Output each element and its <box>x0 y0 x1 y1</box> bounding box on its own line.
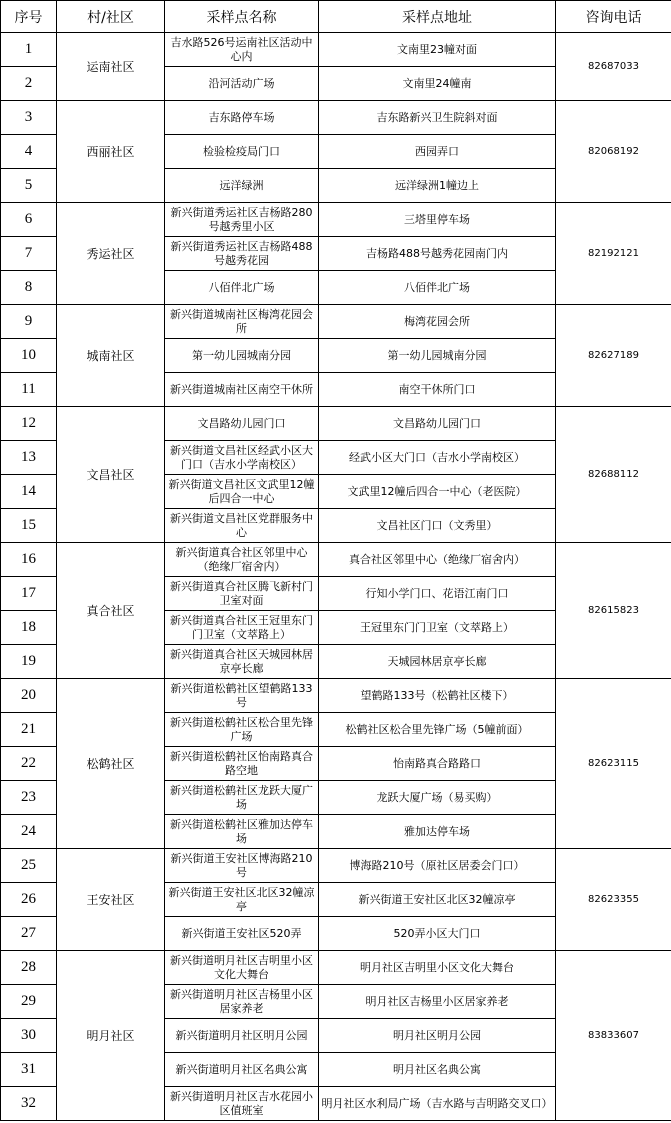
row-seq: 18 <box>1 611 57 645</box>
table-body <box>1 33 671 1121</box>
site-address-cell: 文南里23幢对面 <box>319 33 556 67</box>
row-seq: 2 <box>1 67 57 101</box>
site-name-cell: 八佰伴北广场 <box>165 271 319 305</box>
phone-cell: 82687033 <box>556 33 671 101</box>
community-cell: 真合社区 <box>57 543 165 679</box>
table-header-row <box>1 1 671 33</box>
row-seq: 15 <box>1 509 57 543</box>
site-name-cell: 新兴街道真合社区王冠里东门门卫室（文萃路上） <box>165 611 319 645</box>
row-seq: 17 <box>1 577 57 611</box>
site-name-cell: 新兴街道明月社区吉杨里小区居家养老 <box>165 985 319 1019</box>
site-name-cell: 新兴街道真合社区腾飞新村门卫室对面 <box>165 577 319 611</box>
row-seq: 22 <box>1 747 57 781</box>
site-address-cell: 西园弄口 <box>319 135 556 169</box>
table-row <box>1 33 671 67</box>
site-address-cell: 望鹤路133号（松鹤社区楼下） <box>319 679 556 713</box>
site-name-cell: 新兴街道真合社区邻里中心（绝缘厂宿舍内） <box>165 543 319 577</box>
site-address-cell: 吉杨路488号越秀花园南门内 <box>319 237 556 271</box>
row-seq: 30 <box>1 1019 57 1053</box>
table-row <box>1 679 671 713</box>
row-seq: 11 <box>1 373 57 407</box>
site-address-cell: 远洋绿洲1幢边上 <box>319 169 556 203</box>
site-address-cell: 三塔里停车场 <box>319 203 556 237</box>
row-seq: 29 <box>1 985 57 1019</box>
row-seq: 20 <box>1 679 57 713</box>
site-name-cell: 新兴街道松鹤社区望鹤路133号 <box>165 679 319 713</box>
site-name-cell: 新兴街道松鹤社区松合里先锋广场 <box>165 713 319 747</box>
row-seq: 25 <box>1 849 57 883</box>
site-name-cell: 新兴街道文昌社区文武里12幢后四合一中心 <box>165 475 319 509</box>
community-cell: 城南社区 <box>57 305 165 407</box>
site-name-cell: 新兴街道文昌社区党群服务中心 <box>165 509 319 543</box>
site-address-cell: 吉东路新兴卫生院斜对面 <box>319 101 556 135</box>
row-seq: 10 <box>1 339 57 373</box>
phone-cell: 82623355 <box>556 849 671 951</box>
site-address-cell: 文昌路幼儿园门口 <box>319 407 556 441</box>
site-address-cell: 文昌社区门口（文秀里） <box>319 509 556 543</box>
site-address-cell: 新兴街道王安社区北区32幢凉亭 <box>319 883 556 917</box>
site-address-cell: 明月社区吉明里小区文化大舞台 <box>319 951 556 985</box>
row-seq: 12 <box>1 407 57 441</box>
site-address-cell: 博海路210号（原社区居委会门口） <box>319 849 556 883</box>
site-address-cell: 天城园林居京亭长廊 <box>319 645 556 679</box>
site-name-cell: 吉水路526号运南社区活动中心内 <box>165 33 319 67</box>
site-name-cell: 新兴街道松鹤社区雅加达停车场 <box>165 815 319 849</box>
site-name-cell: 检验检疫局门口 <box>165 135 319 169</box>
site-address-cell: 龙跃大厦广场（易买购） <box>319 781 556 815</box>
phone-cell: 82068192 <box>556 101 671 203</box>
row-seq: 13 <box>1 441 57 475</box>
header-phone: 咨询电话 <box>556 1 671 33</box>
site-address-cell: 第一幼儿园城南分园 <box>319 339 556 373</box>
phone-cell: 83833607 <box>556 951 671 1121</box>
table-row <box>1 101 671 135</box>
row-seq: 3 <box>1 101 57 135</box>
row-seq: 31 <box>1 1053 57 1087</box>
site-address-cell: 真合社区邻里中心（绝缘厂宿舍内） <box>319 543 556 577</box>
community-cell: 王安社区 <box>57 849 165 951</box>
community-cell: 秀运社区 <box>57 203 165 305</box>
row-seq: 7 <box>1 237 57 271</box>
site-address-cell: 雅加达停车场 <box>319 815 556 849</box>
site-address-cell: 经武小区大门口（吉水小学南校区） <box>319 441 556 475</box>
site-name-cell: 第一幼儿园城南分园 <box>165 339 319 373</box>
community-cell: 明月社区 <box>57 951 165 1121</box>
site-name-cell: 新兴街道松鹤社区龙跃大厦广场 <box>165 781 319 815</box>
site-name-cell: 新兴街道明月社区吉水花园小区值班室 <box>165 1087 319 1121</box>
site-name-cell: 新兴街道真合社区天城园林居京亭长廊 <box>165 645 319 679</box>
site-address-cell: 怡南路真合路路口 <box>319 747 556 781</box>
site-address-cell: 王冠里东门门卫室（文萃路上） <box>319 611 556 645</box>
phone-cell: 82627189 <box>556 305 671 407</box>
site-name-cell: 新兴街道秀运社区吉杨路488号越秀花园 <box>165 237 319 271</box>
row-seq: 16 <box>1 543 57 577</box>
table-row <box>1 203 671 237</box>
site-address-cell: 松鹤社区松合里先锋广场（5幢前面） <box>319 713 556 747</box>
table-row <box>1 849 671 883</box>
site-name-cell: 吉东路停车场 <box>165 101 319 135</box>
table-row <box>1 407 671 441</box>
phone-cell: 82192121 <box>556 203 671 305</box>
community-cell: 松鹤社区 <box>57 679 165 849</box>
row-seq: 21 <box>1 713 57 747</box>
site-name-cell: 新兴街道明月社区吉明里小区文化大舞台 <box>165 951 319 985</box>
table-row <box>1 305 671 339</box>
site-address-cell: 明月社区吉杨里小区居家养老 <box>319 985 556 1019</box>
table-row <box>1 543 671 577</box>
site-address-cell: 520弄小区大门口 <box>319 917 556 951</box>
row-seq: 28 <box>1 951 57 985</box>
header-site-address: 采样点地址 <box>319 1 556 33</box>
site-address-cell: 文南里24幢南 <box>319 67 556 101</box>
site-name-cell: 新兴街道王安社区520弄 <box>165 917 319 951</box>
site-name-cell: 新兴街道秀运社区吉杨路280号越秀里小区 <box>165 203 319 237</box>
phone-cell: 82623115 <box>556 679 671 849</box>
site-address-cell: 梅湾花园会所 <box>319 305 556 339</box>
site-address-cell: 文武里12幢后四合一中心（老医院） <box>319 475 556 509</box>
row-seq: 5 <box>1 169 57 203</box>
site-name-cell: 远洋绿洲 <box>165 169 319 203</box>
row-seq: 23 <box>1 781 57 815</box>
row-seq: 24 <box>1 815 57 849</box>
community-cell: 运南社区 <box>57 33 165 101</box>
site-name-cell: 新兴街道城南社区南空干休所 <box>165 373 319 407</box>
site-address-cell: 明月社区名典公寓 <box>319 1053 556 1087</box>
row-seq: 4 <box>1 135 57 169</box>
site-name-cell: 新兴街道明月社区名典公寓 <box>165 1053 319 1087</box>
row-seq: 32 <box>1 1087 57 1121</box>
site-address-cell: 行知小学门口、花语江南门口 <box>319 577 556 611</box>
row-seq: 19 <box>1 645 57 679</box>
site-name-cell: 文昌路幼儿园门口 <box>165 407 319 441</box>
header-community: 村/社区 <box>57 1 165 33</box>
site-name-cell: 新兴街道王安社区北区32幢凉亭 <box>165 883 319 917</box>
row-seq: 1 <box>1 33 57 67</box>
header-site-name: 采样点名称 <box>165 1 319 33</box>
site-address-cell: 八佰伴北广场 <box>319 271 556 305</box>
community-cell: 文昌社区 <box>57 407 165 543</box>
header-seq: 序号 <box>1 1 57 33</box>
site-name-cell: 新兴街道明月社区明月公园 <box>165 1019 319 1053</box>
row-seq: 6 <box>1 203 57 237</box>
row-seq: 26 <box>1 883 57 917</box>
site-name-cell: 新兴街道城南社区梅湾花园会所 <box>165 305 319 339</box>
site-address-cell: 南空干休所门口 <box>319 373 556 407</box>
row-seq: 9 <box>1 305 57 339</box>
site-address-cell: 明月社区水利局广场（吉水路与吉明路交叉口） <box>319 1087 556 1121</box>
community-cell: 西丽社区 <box>57 101 165 203</box>
row-seq: 8 <box>1 271 57 305</box>
site-address-cell: 明月社区明月公园 <box>319 1019 556 1053</box>
site-name-cell: 沿河活动广场 <box>165 67 319 101</box>
row-seq: 27 <box>1 917 57 951</box>
phone-cell: 82688112 <box>556 407 671 543</box>
site-name-cell: 新兴街道文昌社区经武小区大门口（吉水小学南校区） <box>165 441 319 475</box>
row-seq: 14 <box>1 475 57 509</box>
phone-cell: 82615823 <box>556 543 671 679</box>
site-name-cell: 新兴街道王安社区博海路210号 <box>165 849 319 883</box>
table-row <box>1 951 671 985</box>
site-name-cell: 新兴街道松鹤社区怡南路真合路空地 <box>165 747 319 781</box>
